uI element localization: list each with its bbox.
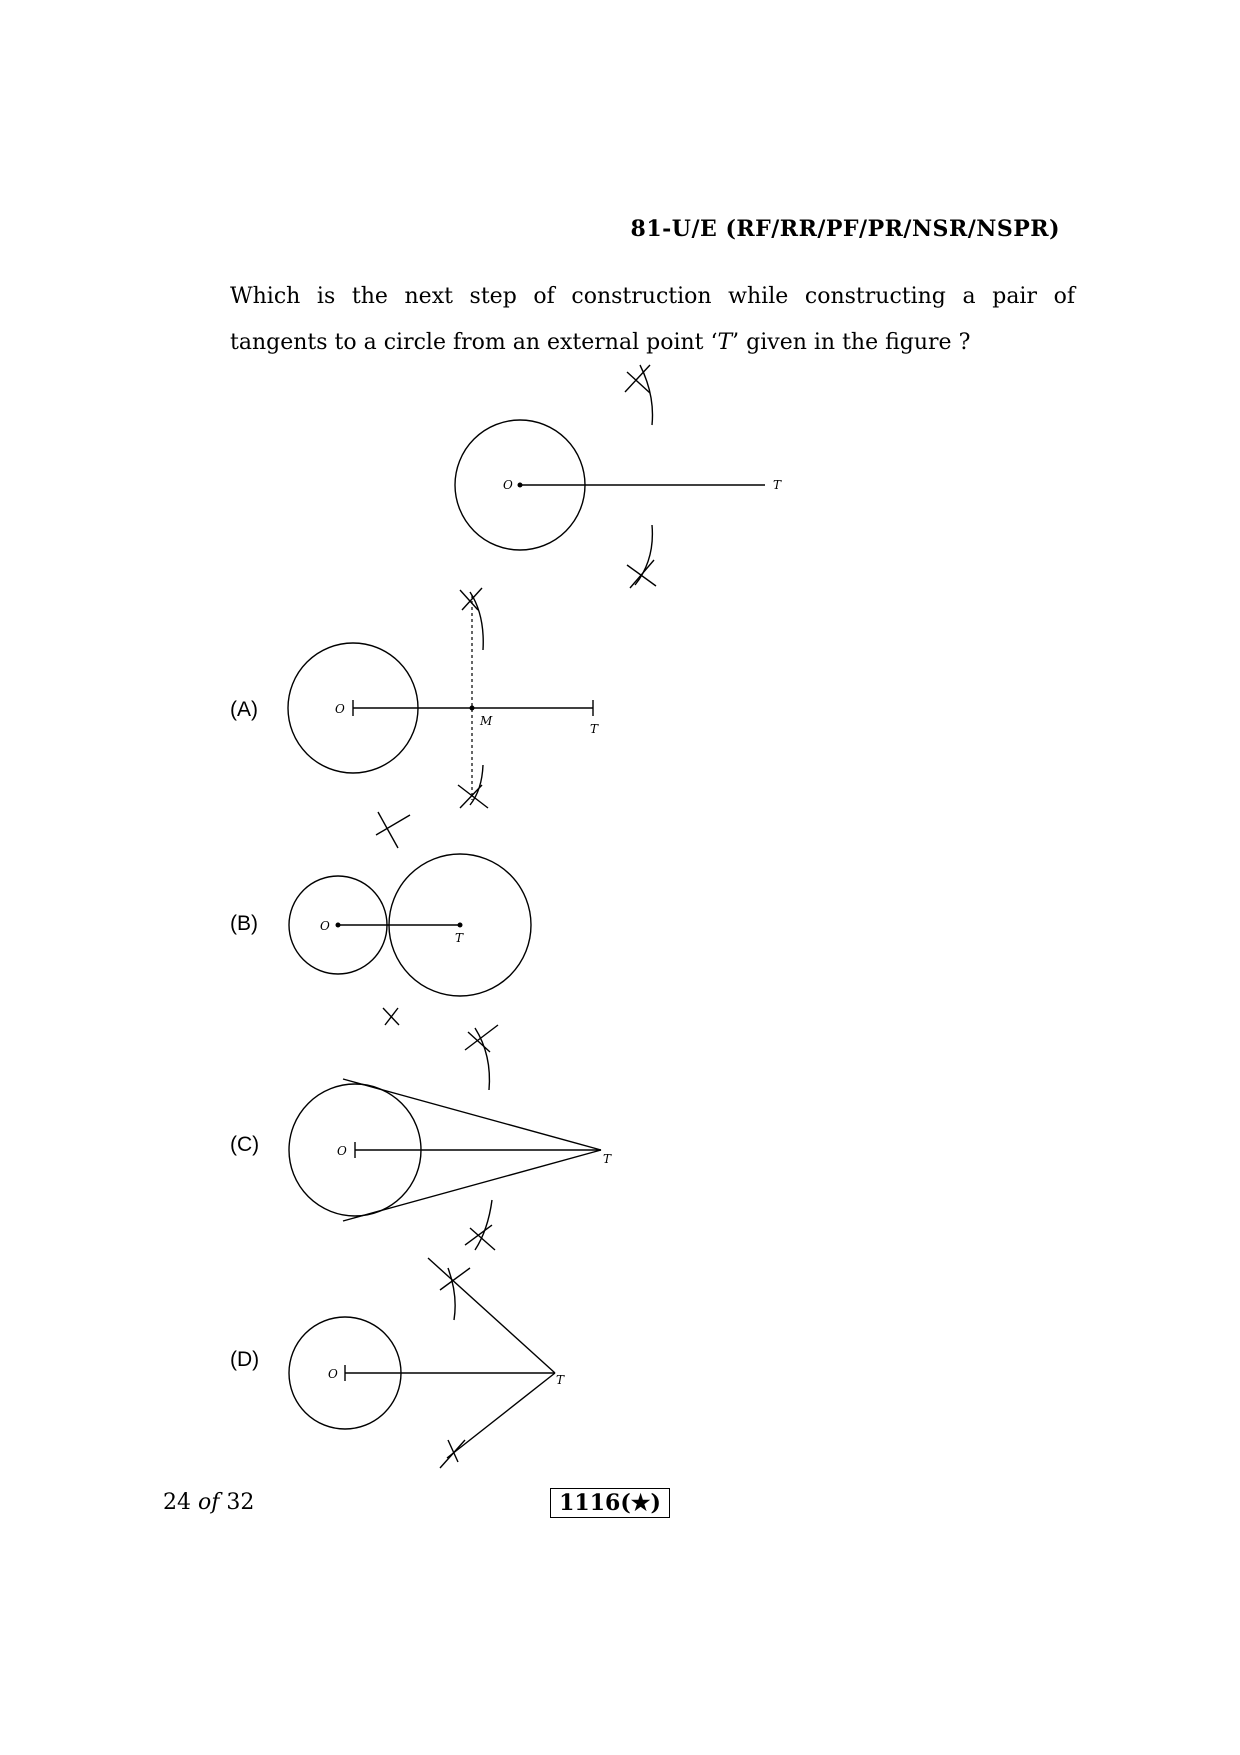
option-a-label: (A) bbox=[230, 698, 258, 721]
main-label-o: O bbox=[503, 478, 513, 492]
svg-text:T: T bbox=[603, 1152, 612, 1166]
main-label-t: T bbox=[773, 478, 782, 492]
svg-text:O: O bbox=[335, 702, 345, 716]
option-b-figure bbox=[289, 812, 531, 1025]
booklet-code: 1116(★) bbox=[550, 1488, 670, 1518]
svg-text:O: O bbox=[328, 1367, 338, 1381]
option-d-label: (D) bbox=[230, 1348, 260, 1371]
svg-text:T: T bbox=[455, 931, 464, 945]
option-a-figure bbox=[288, 588, 599, 808]
question-line-2: tangents to a circle from an external point ‘T’ given in the figure ? bbox=[230, 330, 971, 355]
svg-text:T: T bbox=[590, 722, 599, 736]
main-cross-bot-b bbox=[630, 560, 654, 588]
option-c-label: (C) bbox=[230, 1133, 260, 1156]
option-d-figure bbox=[289, 1258, 565, 1468]
svg-text:O: O bbox=[337, 1144, 347, 1158]
main-figure bbox=[455, 365, 782, 588]
svg-text:M: M bbox=[480, 714, 493, 728]
svg-text:O: O bbox=[320, 919, 330, 933]
question-line-1: Which is the next step of construction while constructing a pair of bbox=[230, 284, 1075, 309]
option-c-figure bbox=[289, 1025, 612, 1250]
svg-text:T: T bbox=[556, 1373, 565, 1387]
page-number: 24 of 32 bbox=[163, 1490, 255, 1515]
main-arc-bottom bbox=[635, 525, 652, 585]
paper-code: 81-U/E (RF/RR/PF/PR/NSR/NSPR) bbox=[630, 216, 1060, 242]
option-b-label: (B) bbox=[230, 912, 258, 935]
